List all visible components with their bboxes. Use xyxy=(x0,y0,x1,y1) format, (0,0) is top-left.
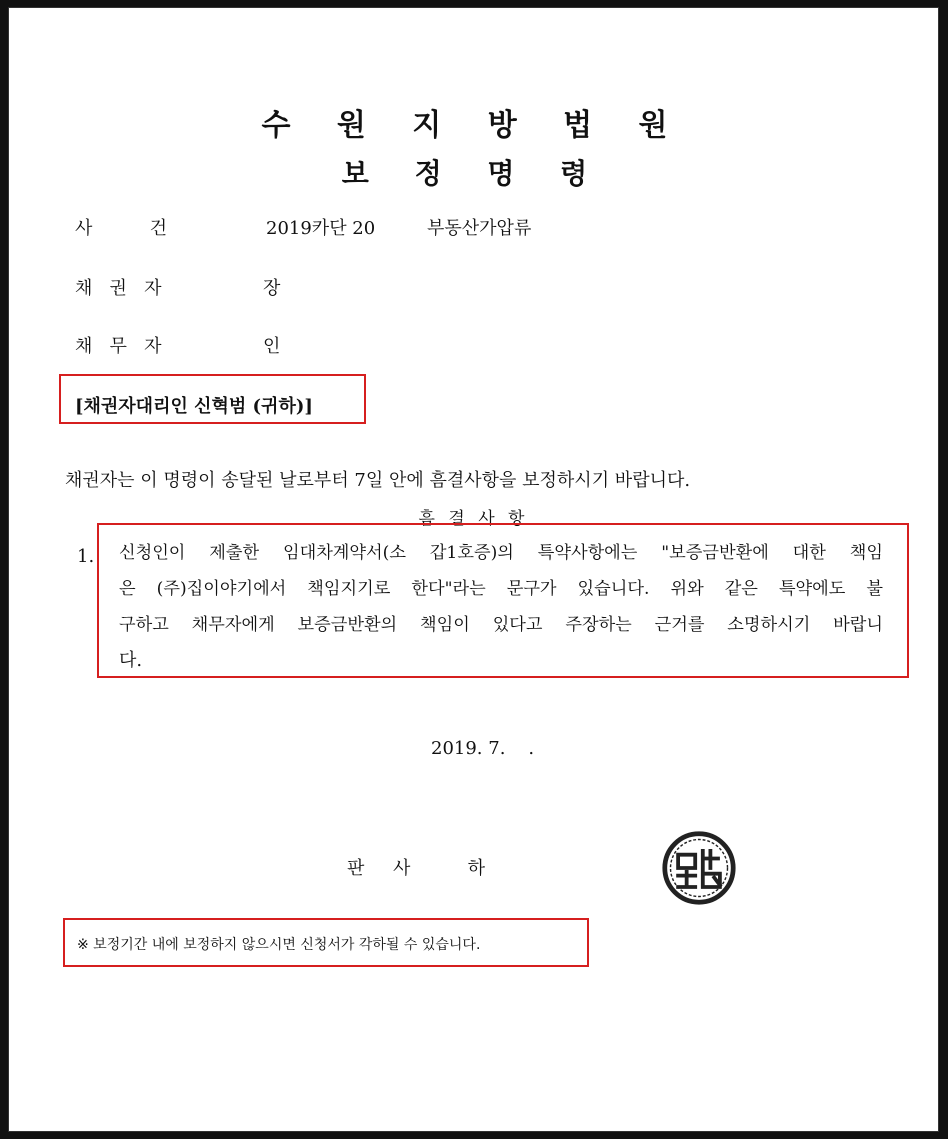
document-date: 2019. 7. . xyxy=(431,738,535,759)
creditor-label: 채 권 자 xyxy=(75,278,162,299)
debtor-label: 채 무 자 xyxy=(75,336,162,357)
instruction-text: 채권자는 이 명령이 송달된 날로부터 7일 안에 흠결사항을 보정하시기 바랍니다. xyxy=(65,470,691,491)
document-title: 보 정 명 령 xyxy=(341,157,606,190)
court-document-page xyxy=(9,8,938,1131)
recipient: [채권자대리인 신혁범 (귀하)] xyxy=(75,396,313,417)
notice-text: ※ 보정기간 내에 보정하지 않으시면 신청서가 각하될 수 있습니다. xyxy=(77,937,481,953)
item-line-2: 은 (주)집이야기에서 책임지기로 한다"라는 문구가 있습니다. 위와 같은 특약에도 불 xyxy=(119,579,883,599)
judge-signature-line: 판 사 하 xyxy=(347,858,485,879)
court-name: 수 원 지 방 법 원 xyxy=(261,108,686,143)
item-line-3: 구하고 채무자에게 보증금반환의 책임이 있다고 주장하는 근거를 소명하시기 바랍니 xyxy=(119,615,883,635)
item-line-1: 신청인이 제출한 임대차계약서(소 갑1호증)의 특약사항에는 "보증금반환에 대한 책임 xyxy=(119,543,883,563)
debtor-value: 인 xyxy=(263,336,281,357)
case-label: 사 건 xyxy=(75,218,167,239)
item-number: 1. xyxy=(77,546,95,567)
judge-seal-stamp xyxy=(661,830,737,906)
creditor-value: 장 xyxy=(263,278,281,299)
deficiency-heading: 흠 결 사 항 xyxy=(418,509,529,529)
case-type: 부동산가압류 xyxy=(427,218,532,239)
case-number: 2019카단 20 xyxy=(266,218,376,239)
item-line-4: 다. xyxy=(119,650,143,671)
